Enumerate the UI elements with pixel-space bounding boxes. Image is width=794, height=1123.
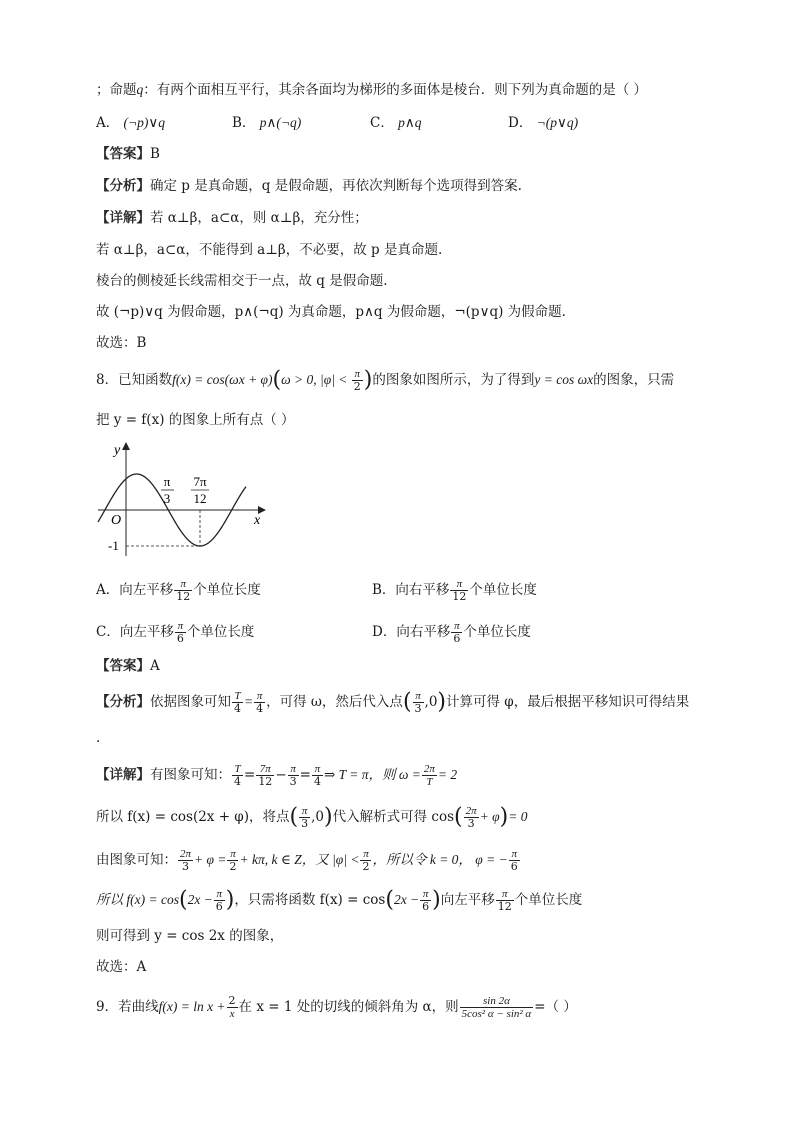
x-axis-label: x — [254, 513, 261, 528]
q8-detail-6: 故选：A — [96, 959, 147, 975]
q8-option-d: D．向右平移 $\frac{\pi}{6}$ 个单位长度 — [372, 620, 531, 645]
q7-detail-5: 故选：B — [96, 335, 147, 351]
tick-pi3-den: 3 — [163, 491, 171, 506]
q7-option-d: D． ¬(p∨q) — [508, 115, 579, 131]
q7-detail-3: 棱台的侧棱延长线需相交于一点，故 q 是假命题. — [96, 273, 388, 289]
q8-analysis-dot: . — [96, 730, 101, 746]
q8-stem-line2: 把 y = f(x) 的图象上所有点（ ） — [96, 412, 295, 428]
q8-option-a: A．向左平移 $\frac{\pi}{12}$ 个单位长度 — [96, 578, 261, 603]
q7-detail-1: 【详解】若 α⊥β，a⊂α，则 α⊥β，充分性； — [96, 210, 368, 226]
q8-detail-4: 所以 f(x) = cos(2x − $\frac{\pi}{6}$ )，只需将函数 f(x) = cos(2x − $\frac{\pi}{6}$ )向左平移 $\frac{\pi}{12}$ 个单位长度 — [96, 887, 583, 913]
q8-option-c: C．向左平移 $\frac{\pi}{6}$ 个单位长度 — [96, 620, 255, 645]
q7-option-c: C． p∧q — [370, 115, 422, 131]
q7-option-b: B． p∧(¬q) — [232, 115, 302, 131]
origin-label: O — [111, 513, 122, 528]
q7-option-a: A． (¬p)∨q — [96, 115, 166, 131]
q8-answer: 【答案】A — [96, 658, 160, 674]
tick-pi3-num: π — [163, 474, 171, 489]
q8-stem-line1: 8．已知函数f(x) = cos(ωx + φ)(ω > 0, |φ| < $\frac{\pi}{2}$ )的图象如图所示，为了得到y = cos ωx的图象，只需 — [96, 367, 675, 393]
q7-analysis: 【分析】确定 p 是真命题，q 是假命题，再依次判断每个选项得到答案. — [96, 178, 522, 194]
q8-detail-5: 则可得到 y = cos 2x 的图象， — [96, 928, 284, 944]
q7-stem: ；命题q：有两个面相互平行，其余各面均为梯形的多面体是棱台．则下列为真命题的是（ ） — [96, 82, 648, 98]
tick-7pi12-den: 12 — [193, 491, 207, 506]
y-axis-label: y — [114, 443, 121, 458]
q9-stem: 9．若曲线f(x) = ln x + $\frac{2}{x}$ 在 x = 1 处的切线的倾斜角为 α，则 $\frac{\sin 2\alpha}{\text{5cos² α − sin² α}}$ =（ ） — [96, 994, 577, 1020]
q8-option-b: B．向右平移 $\frac{\pi}{12}$ 个单位长度 — [372, 578, 537, 603]
q7-answer: 【答案】B — [96, 146, 160, 162]
q8-detail-1: 【详解】有图象可知： $\frac{T}{4}$ = $\frac{7\pi}{12}$ − $\frac{\pi}{3}$ = $\frac{\pi}{4}$ ⇒ T = π，则 ω = $\frac{2\pi}{T}$ = 2 — [96, 763, 458, 788]
q8-analysis: 【分析】依据图象可知 $\frac{T}{4}$ = $\frac{\pi}{4}$ ，可得 ω，然后代入点( $\frac{\pi}{3}$ ,0)计算可得 φ，最后根据平移知识可得结果 — [96, 689, 690, 715]
cosine-graph — [96, 438, 276, 560]
tick-7pi12-num: 7π — [193, 474, 207, 489]
min-label: -1 — [108, 538, 119, 553]
q8-detail-3: 由图象可知： $\frac{2\pi}{3}$ + φ = $\frac{\pi}{2}$ + kπ, k ∈ Z，又 |φ| < $\frac{\pi}{2}$ ，所以令 k = 0， φ = − $\frac{\pi}{6}$ — [96, 848, 518, 873]
q7-detail-4: 故 (¬p)∨q 为假命题，p∧(¬q) 为真命题，p∧q 为假命题，¬(p∨q) 为假命题. — [96, 304, 566, 320]
q7-detail-2: 若 α⊥β，a⊂α，不能得到 a⊥β，不必要，故 p 是真命题. — [96, 242, 443, 258]
q8-detail-2: 所以 f(x) = cos(2x + φ)，将点( $\frac{\pi}{3}$ ,0)代入解析式可得 cos( $\frac{2\pi}{3}$ + φ)= 0 — [96, 804, 528, 830]
